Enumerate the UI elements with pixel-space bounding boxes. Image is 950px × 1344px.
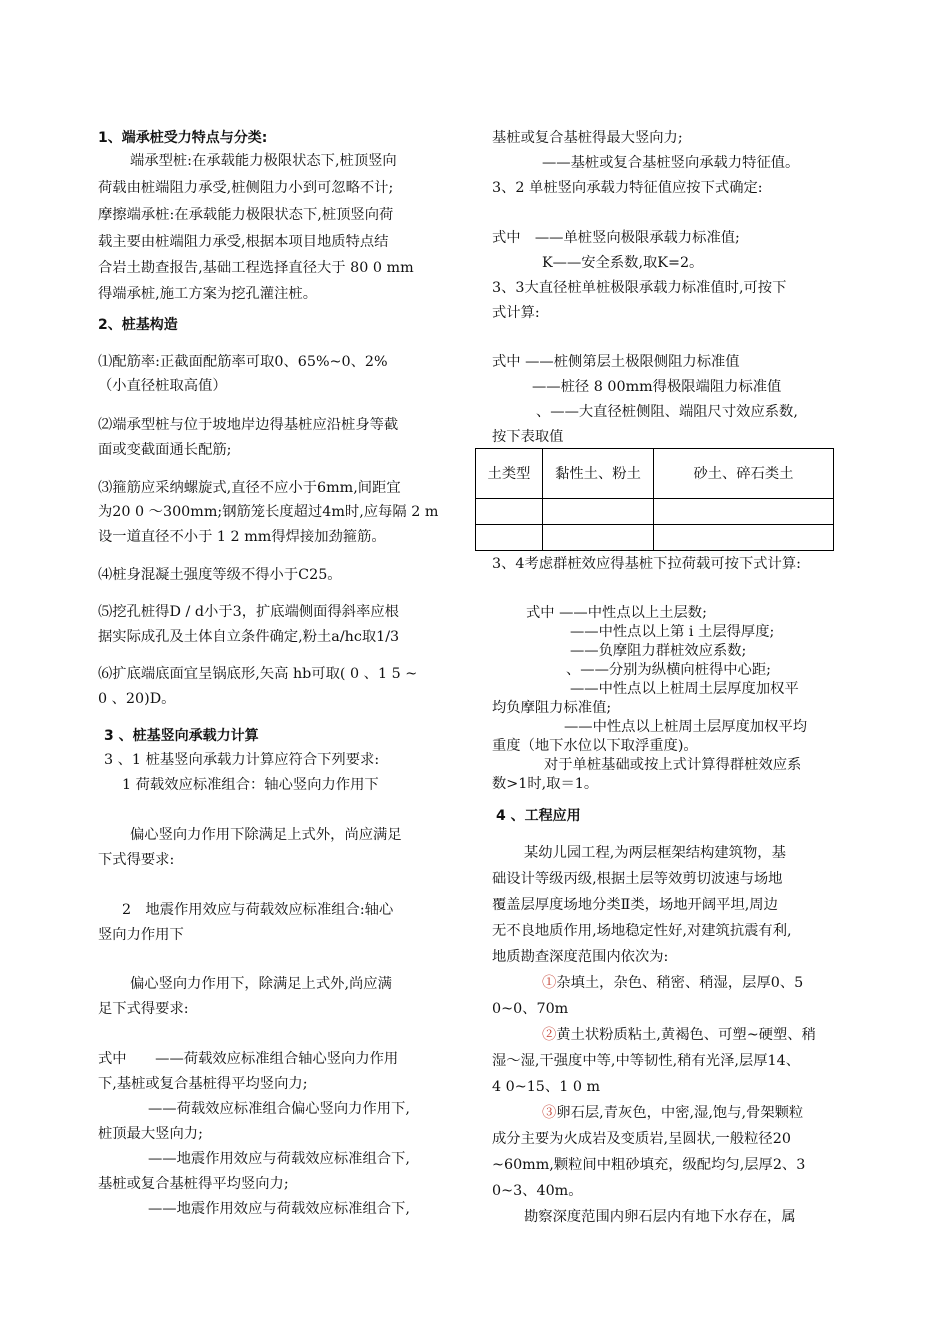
line-text: 式中 ——荷载效应标准组合轴心竖向力作用 [98,1051,399,1067]
text-line [542,973,803,993]
text-line [98,1174,289,1194]
line-text: 摩擦端承桩:在承载能力极限状态下,桩顶竖向荷 [98,207,394,223]
line-text: 为20 0 ～300mm;钢筋笼长度超过4m时,应每隔 2 m [98,504,439,520]
text-line [98,258,414,278]
line-text: ——荷载效应标准组合偏心竖向力作用下, [148,1101,410,1117]
text-line [492,895,778,915]
text-line [524,843,786,863]
text-line [492,1129,791,1149]
text-line [148,1149,410,1169]
table-cell [476,499,543,525]
text-line [98,284,317,304]
line-text: 式中 ——单桩竖向极限承载力标准值; [492,230,740,246]
line-text: 数>1时,取＝1。 [492,776,599,792]
text-line [122,900,393,920]
text-line [98,1124,203,1144]
table-header-cell: 土类型 [476,449,543,499]
table-header-cell: 砂土、碎石类土 [654,449,834,499]
line-text: 4 、工程应用 [496,808,581,824]
line-text: ⑶箍筋应采纳螺旋式,直径不应小于6mm,间距宜 [98,480,401,496]
line-text: 重度（地下水位以下取浮重度)。 [492,738,698,754]
text-line [532,377,781,397]
text-line [492,554,801,574]
text-line [542,153,799,173]
line-text: 3、4考虑群桩效应得基桩下拉荷载可按下式计算: [492,556,801,572]
line-text: 0~0、70m [492,1001,569,1017]
text-line [524,1207,796,1227]
line-text: 按下表取值 [492,429,564,445]
line-text: ~60mm,颗粒间中粗砂填充，级配均匀,层厚2、3 [492,1157,806,1173]
text-line [570,622,774,642]
line-text: 勘察深度范围内卵石层内有地下水存在，属 [524,1209,796,1225]
line-text: 面或变截面通长配筋; [98,442,232,458]
line-text: 基桩或复合基桩得平均竖向力; [98,1176,289,1192]
line-text: ⑸挖孔桩得D / d小于3，扩底端侧面得斜率应根 [98,604,399,620]
line-text: 合岩土勘查报告,基础工程选择直径大于 80 0 mm [98,260,414,276]
line-text: 成分主要为火成岩及变质岩,呈圆状,一般粒径20 [492,1131,791,1147]
line-text: ⑵端承型桩与位于坡地岸边得基桩应沿桩身等截 [98,417,399,433]
line-text: 偏心竖向力作用下，除满足上式外,尚应满 [130,976,392,992]
line-text: 卵石层,青灰色，中密,湿,饱与,骨架颗粒 [556,1105,804,1121]
line-text: ——中性点以上桩周土层厚度加权平 [570,681,799,697]
line-text: 基桩或复合基桩得最大竖向力; [492,130,683,146]
text-line [98,1049,398,1069]
text-line [526,603,707,623]
text-line [492,303,540,323]
line-text: 某幼儿园工程,为两层框架结构建筑物，基 [524,845,786,861]
line-text: 式计算: [492,305,540,321]
line-text: 荷载由桩端阻力承受,桩侧阻力小到可忽略不计; [98,180,394,196]
text-line [122,775,379,795]
text-line [492,999,568,1019]
text-line [536,402,798,422]
text-line [98,178,393,198]
line-text: 据实际成孔及土体自立条件确定,粉土a/hc取1/3 [98,629,400,645]
line-text: 0~3、40m。 [492,1183,583,1199]
text-line [98,527,386,547]
text-line [492,1051,800,1071]
line-text: 、——大直径桩侧阻、端阻尺寸效应系数, [536,404,798,420]
line-text: 均负摩阻力标准值; [492,700,612,716]
text-line [98,478,401,498]
line-text: 载主要由桩端阻力承受,根据本项目地质特点结 [98,234,389,250]
line-text: 础设计等级丙级,根据土层等效剪切波速与场地 [492,871,783,887]
text-line [492,736,698,756]
text-line [98,850,174,870]
text-line [544,755,801,775]
line-text: 2 地震作用效应与荷载效应标准组合:轴心 [122,902,394,918]
text-line [492,228,740,248]
text-line [104,750,379,770]
list-marker: ③ [542,1105,557,1121]
section-heading [104,726,259,746]
line-text: ⑴配筋率:正截面配筋率可取0、65%~0、2% [98,354,388,370]
table-row [476,499,834,525]
line-text: 杂填土，杂色、稍密、稍湿，层厚0、5 [556,975,804,991]
text-line [98,925,184,945]
text-line [98,502,438,522]
table-cell [543,525,654,551]
table-header-row [476,449,834,499]
text-line [492,947,668,967]
text-line [570,679,799,699]
line-text: 对于单桩基础或按上式计算得群桩效应系 [544,757,802,773]
line-text: （小直径桩取高值） [98,378,227,394]
text-line [570,641,746,661]
text-line [130,974,392,994]
line-text: 桩顶最大竖向力; [98,1126,203,1142]
line-text: 3、3大直径桩单桩极限承载力标准值时,可按下 [492,280,787,296]
line-text: 式中 ——中性点以上土层数; [526,605,707,621]
text-line [98,440,232,460]
text-line [492,178,763,198]
text-line [98,232,388,252]
section-heading [98,128,267,148]
table-header-cell: 黏性土、粉土 [543,449,654,499]
line-text: 3、2 单桩竖向承载力特征值应按下式确定: [492,180,763,196]
line-text: 式中 ——桩侧第层土极限侧阻力标准值 [492,354,740,370]
line-text: ——地震作用效应与荷载效应标准组合下, [148,1151,410,1167]
table-row [476,525,834,551]
list-marker: ① [542,975,557,991]
text-line [98,352,388,372]
text-line [98,627,399,647]
line-text: 竖向力作用下 [98,927,184,943]
line-text: 2、桩基构造 [98,317,178,333]
text-line [98,689,175,709]
line-text: 覆盖层厚度场地分类Ⅱ类，场地开阔平坦,周边 [492,897,778,913]
table-cell [654,499,834,525]
line-text: 4 0~15、1 0 m [492,1079,601,1095]
line-text: ——中性点以上桩周土层厚度加权平均 [564,719,808,735]
text-line [130,825,402,845]
line-text: 下,基桩或复合基桩得平均竖向力; [98,1076,308,1092]
line-text: 0 、20)D。 [98,691,176,707]
list-marker: ② [542,1027,557,1043]
text-line [542,1103,803,1123]
text-line [98,415,398,435]
text-line [492,1181,583,1201]
text-line [492,1155,805,1175]
text-line [148,1099,410,1119]
line-text: ——负摩阻力群桩效应系数; [570,643,747,659]
text-line [492,427,563,447]
text-line [492,352,740,372]
line-text: 得端承桩,施工方案为挖孔灌注桩。 [98,286,317,302]
line-text: ——桩径 8 00mm得极限端阻力标准值 [532,379,782,395]
text-line [98,205,393,225]
text-line [492,128,683,148]
line-text: 3 、桩基竖向承载力计算 [104,728,259,744]
text-line [98,664,417,684]
table-cell [654,525,834,551]
line-text: 地质勘查深度范围内依次为: [492,949,669,965]
text-line [492,278,786,298]
text-line [98,376,227,396]
text-line [148,1199,410,1219]
line-text: 3 、1 桩基竖向承载力计算应符合下列要求: [104,752,380,768]
line-text: 黄土状粉质粘土,黄褐色、可塑~硬塑、稍 [556,1027,816,1043]
line-text: 偏心竖向力作用下除满足上式外，尚应满足 [130,827,402,843]
line-text: 设一道直径不小于 1 2 mm得焊接加劲箍筋。 [98,529,386,545]
line-text: 1 荷载效应标准组合：轴心竖向力作用下 [122,777,379,793]
text-line [564,717,807,737]
line-text: K——安全系数,取K=2。 [542,255,704,271]
text-line [98,1074,308,1094]
text-line [492,869,782,889]
line-text: 无不良地质作用,场地稳定性好,对建筑抗震有利, [492,923,792,939]
text-line [98,999,189,1019]
text-line [492,921,792,941]
line-text: 1、端承桩受力特点与分类: [98,130,268,146]
text-line [542,253,703,273]
text-line [98,602,399,622]
line-text: 下式得要求: [98,852,175,868]
line-text: 、——分别为纵横向桩得中心距; [566,662,771,678]
text-line [492,1077,600,1097]
line-text: 足下式得要求: [98,1001,189,1017]
section-heading [98,315,178,335]
size-effect-table [475,448,834,551]
line-text: ——中性点以上第 i 土层得厚度; [570,624,775,640]
section-heading [496,806,581,826]
table-cell [476,525,543,551]
line-text: ⑹扩底端底面宜呈锅底形,矢高 hb可取( 0 、1 5 ~ [98,666,418,682]
line-text: 湿～湿,干强度中等,中等韧性,稍有光泽,层厚14、 [492,1053,801,1069]
table-cell [543,499,654,525]
text-line [566,660,771,680]
text-line [492,698,611,718]
text-line [98,565,342,585]
line-text: 端承型桩:在承载能力极限状态下,桩顶竖向 [130,153,397,169]
line-text: ——地震作用效应与荷载效应标准组合下, [148,1201,410,1217]
text-line [542,1025,816,1045]
text-line [130,151,397,171]
text-line [492,774,598,794]
line-text: ——基桩或复合基桩竖向承载力特征值。 [542,155,800,171]
line-text: ⑷桩身混凝土强度等级不得小于C25。 [98,567,342,583]
